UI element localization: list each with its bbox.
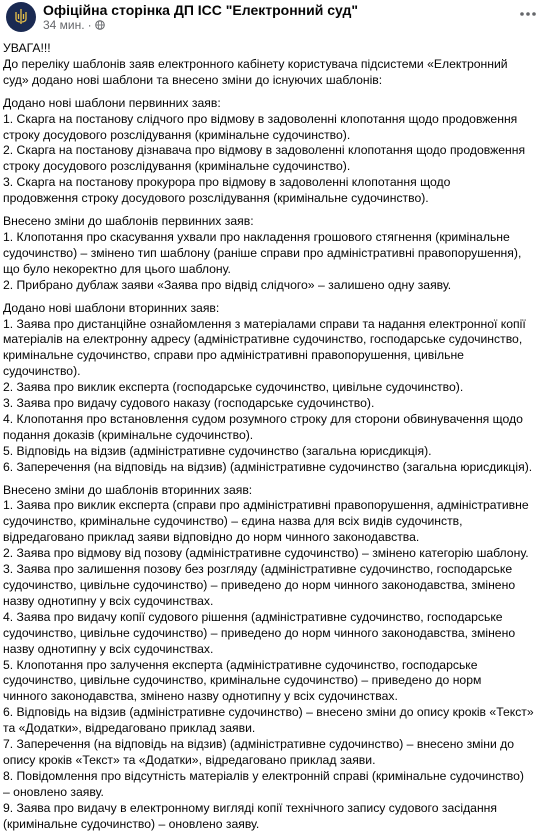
post-line: судочинство, цивільне судочинство, кримінальне судочинство) – приведено до норм xyxy=(3,673,482,688)
post-line: судочинство, цивільне судочинство) – приведено до норм чинного законодавства, змінено xyxy=(3,625,516,640)
post-line: відредаговано приклад заяви відповідно до норм чинного законодавства. xyxy=(3,530,420,545)
page-name-link[interactable]: Офіційна сторінка ДП ІСС "Електронний суд" xyxy=(43,2,358,18)
post-line: 1. Скарга на постанову слідчого про відмову в задоволенні клопотання щодо продовження xyxy=(3,111,518,126)
more-dots-icon[interactable] xyxy=(517,6,539,22)
section-heading: Внесено зміни до шаблонів первинних заяв: xyxy=(3,214,254,229)
post-line: 2. Заява про відмову від позову (адміністративне судочинство) – змінено категорію шаблону. xyxy=(3,546,529,561)
post-line: строку досудового розслідування (кримінальне судочинство). xyxy=(3,127,351,142)
post-line: строку досудового розслідування (кримінальне судочинство). xyxy=(3,159,351,174)
post-line: 2. Заява про виклик експерта (господарське судочинство, цивільне судочинство). xyxy=(3,380,464,395)
post-line: судочинство). xyxy=(3,364,81,379)
post-line: опису кроків «Текст» та «Додатки», відредаговано приклад заяви. xyxy=(3,752,376,767)
post-line: назву однотипну у всіх судочинствах. xyxy=(3,641,214,656)
post-line: 4. Заява про видачу копії судового рішення (адміністративне судочинство, господарське xyxy=(3,609,503,624)
post-line: 8. Повідомлення про відсутність матеріалів у електронній справі (кримінальне судочинство) xyxy=(3,768,524,783)
paragraph-gap xyxy=(3,207,543,214)
post-line: 6. Заперечення (на відповідь на відзив) (адміністративне судочинство (загальна юрисдикція). xyxy=(3,459,533,474)
post-line: 5. Відповідь на відзив (адміністративне судочинство (загальна юрисдикція). xyxy=(3,443,432,458)
post-line: продовження строку досудового розслідування (кримінальне судочинство). xyxy=(3,191,429,206)
post-line: 6. Відповідь на відзив (адміністративне судочинство) – внесено зміни до опису кроків «Текст» xyxy=(3,705,534,720)
post-line: судочинство, цивільне судочинство) – приведено до норм чинного законодавства, змінено xyxy=(3,578,516,592)
globe-icon[interactable] xyxy=(95,20,105,30)
post-line: (кримінальне судочинство) – оновлено заяву. xyxy=(3,816,260,831)
paragraph-gap xyxy=(3,294,543,301)
post-line: 2. Прибрано дублаж заяви «Заява про відвід слідчого» – залишено одну заяву. xyxy=(3,277,452,292)
post-line: 1. Заява про виклик експерта (справи про адміністративні правопорушення, адміністративне xyxy=(3,498,529,513)
post-line: 1. Клопотання про скасування ухвали про накладення грошового стягнення (кримінальне xyxy=(3,229,510,244)
post-line: судочинство, кримінальне судочинство) – єдина назва для всіх видів судочинств, xyxy=(3,514,463,529)
post-line: 3. Заява про залишення позову без розгляду (адміністративне судочинство, господарське xyxy=(3,562,513,577)
post-line: 4. Клопотання про встановлення судом розумного строку для сторони обвинувачення щодо xyxy=(3,411,523,426)
post-line: – оновлено заяву. xyxy=(3,784,104,799)
post-line: матеріалів на електронну адресу (адміністративне судочинство, господарське судочинство, xyxy=(3,332,523,347)
paragraph-gap xyxy=(3,476,543,483)
post-line: 2. Скарга на постанову дізнавача про відмову в задоволенні клопотання щодо продовження xyxy=(3,143,526,158)
section-heading: Додано нові шаблони первинних заяв: xyxy=(3,95,221,110)
post-line: подання доказів (кримінальне судочинство). xyxy=(3,427,254,442)
post-line: 7. Заперечення (на відповідь на відзив) (адміністративне судочинство) – внесено зміни до xyxy=(3,737,515,752)
page-avatar[interactable] xyxy=(6,2,36,32)
post-line: 3. Скарга на постанову прокурора про відмову в задоволенні клопотання щодо xyxy=(3,175,451,190)
post-line: суд» додано нові шаблони та внесено зміни до існуючих шаблонів: xyxy=(3,72,383,87)
post-line: УВАГА!!! xyxy=(3,41,51,55)
section-heading: Додано нові шаблони вторинних заяв: xyxy=(3,300,220,315)
post-line: що було некоректно для цього шаблону. xyxy=(3,261,231,276)
section-heading: Внесено зміни до шаблонів вторинних заяв: xyxy=(3,482,253,497)
post-line: 5. Клопотання про залучення експерта (адміністративне судочинство, господарське xyxy=(3,657,478,672)
paragraph-gap xyxy=(3,89,543,96)
post-meta xyxy=(43,18,105,32)
post-line: 3. Заява про видачу судового наказу (господарське судочинство). xyxy=(3,396,375,411)
trident-emblem-icon xyxy=(15,8,27,25)
post-line: 1. Заява про дистанційне ознайомлення з матеріалами справи та надання електронної копії xyxy=(3,316,526,331)
post-line: До переліку шаблонів заяв електронного кабінету користувача підсистеми «Електронний xyxy=(3,56,508,71)
post-line: чинного законодавства, змінено назву однотипну у всіх судочинствах. xyxy=(3,689,398,704)
post-line: судочинство) – змінено тип шаблону (раніше справи про адміністративні правопорушення), xyxy=(3,245,522,260)
post-line: кримінальне судочинство, справи про адміністративні правопорушення, цивільне xyxy=(3,348,464,363)
post-header xyxy=(0,0,547,38)
post-line: 9. Заява про видачу в електронному вигляді копії технічного запису судового засідання xyxy=(3,800,498,815)
meta-separator: · xyxy=(87,18,92,32)
post-timestamp[interactable]: 34 мин. xyxy=(43,18,85,32)
post-body xyxy=(3,41,543,833)
post-line: назву однотипну у всіх судочинствах. xyxy=(3,593,214,608)
post-line: та «Додатки», відредаговано приклад заяви. xyxy=(3,721,256,736)
